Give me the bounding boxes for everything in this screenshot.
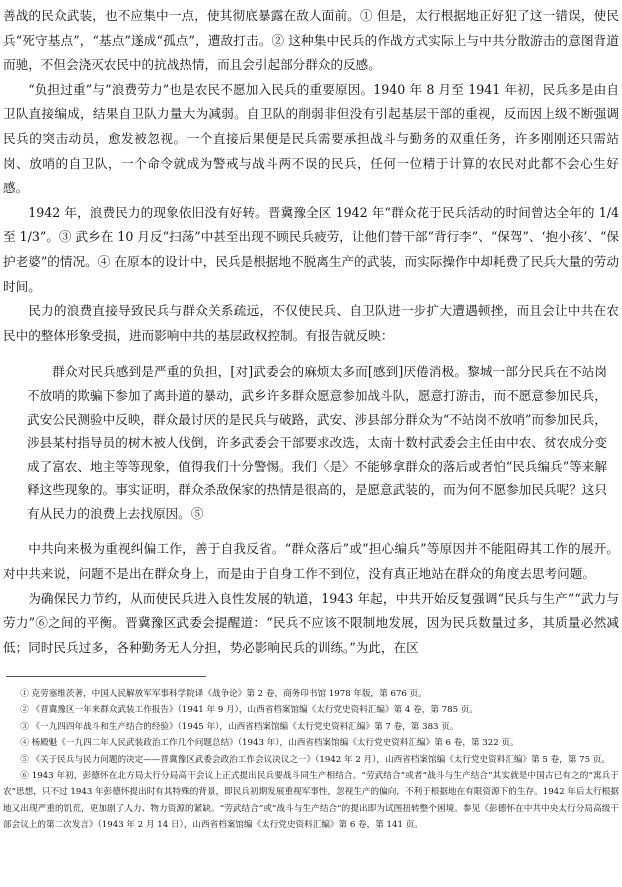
footnote-3: ③ 《一九四四年战斗和生产结合的经验》（1945 年），山西省档案馆编《太行党史资料汇编》第 7 卷，第 383 页。 — [20, 721, 459, 732]
paragraph-2: “负担过重”与“浪费劳力”也是农民不愿加入民兵的重要原因。1940 年 8 月至 1941 年初，民兵多是由自卫队直接编成，结果自卫队力量大为减弱。自卫队的削弱非但没有引起基层干部的重视，反而因上级不断强调民兵的突击动员，愈发被忽视。一个直接后果便是民兵需要承担战斗与勤务的双重任务，许多刚刚还只需站岗、放哨的自卫队，一个命令就成为警戒与战斗两不误的民兵，任何一位精于计算的农民对此都不会心生好感。 — [3, 81, 619, 196]
block-quote: 群众对民兵感到是严重的负担，[对]武委会的麻烦太多而[感到]厌倦消极。黎城一部分民兵在不站岗不放哨的欺骗下参加了离卦道的暴动，武乡许多群众愿意参加战斗队，愿意打游击，而不愿意参加民兵，武安公民测验中反映，群众最讨厌的是民兵与破路，武安、涉县部分群众为“不站岗不放哨”而参加民兵，涉县某村指导员的树木被人伐倒，许多武委会干部要求改选，太南十数村武委会主任由中农、贫农成分变成了富农、地主等等现象，值得我们十分警惕。我们〈是〉不能够拿群众的落后或者怕“民兵编兵”等来解释这些现象的。事实证明，群众杀敌保家的热情是很高的，是愿意武装的，而为何不愿参加民兵呢？这只有从民力的浪费上去找原因。⑤ — [27, 364, 607, 521]
footnote-6: ⑥ 1943 年初，彭德怀在北方局太行分局高干会议上正式提出民兵要战斗同生产相结合。“劳武结合”或者“战斗与生产结合”其实就是中国古已有之的“寓兵于农”思想，只不过 1943 年彭德怀提出时有其特殊的背景，即民兵初期发展重视军事性，忽视生产的偏向，不利于根据地在有限资源下的生存。1942 年后太行根据地又出现严重的饥荒，更加剧了人力、物力资源的紧缺。“劳武结合”或“战斗与生产结合”的提出即为试图扭转整个困境。参见《彭德怀在中共中央太行分局高级干部会议上的第二次发言》（1943 年 2 月 14 日），山西省档案馆编《太行党史资料汇编》第 6 卷，第 141 页。 — [3, 771, 619, 831]
footnote-2: ② 《晋冀豫区一年来群众武装工作报告》（1941 年 9 月），山西省档案馆编《太行党史资料汇编》第 4 卷，第 785 页。 — [20, 705, 478, 716]
footnotes — [3, 686, 619, 834]
paragraph-1: 善战的民众武装，也不应集中一点，使其彻底暴露在敌人面前。① 但是，太行根据地正好犯了这一错误，使民兵“死守基点”，“基点”遂成“孤点”，遭敌打击。② 这种集中民兵的作战方式实际上与中共分散游击的意图背道而驰，不但会浇灭农民中的抗战热情，而且会引起部分群众的反感。 — [3, 8, 619, 73]
footnote-5: ⑤ 《关于民兵与民力问题的决定——晋冀豫区武委会政治工作会议决议之一》（1942 年 2 月），山西省档案馆编《太行党史资料汇编》第 5 卷，第 75 页。 — [20, 754, 610, 765]
footnote-4: ④ 杨殿魁《一九四二年人民武装政治工作几个问题总结》（1943 年），山西省档案馆编《太行党史资料汇编》第 6 卷，第 322 页。 — [20, 738, 519, 749]
footnote-1: ① 克劳塞维茨著，中国人民解放军军事科学院译《战争论》第 2 卷，商务印书馆 1978 年版，第 676 页。 — [20, 689, 427, 699]
paragraph-6: 为确保民力节约，从而使民兵进入良性发展的轨道，1943 年起，中共开始反复强调“民兵与生产”“武力与劳力”⑥之间的平衡。晋冀豫区武委会提醒道：“民兵不应该不限制地发展，因为民兵数量过多，其质量必然减低；同时民兵过多，各种勤务无人分担，势必影响民兵的训练。”为此，在区 — [3, 590, 619, 655]
paragraph-3: 1942 年，浪费民力的现象依旧没有好转。晋冀豫全区 1942 年“群众花于民兵活动的时间曾达全年的 1/4 至 1/3”。③ 武乡在 10 月反“扫荡”中甚至出现不顾民兵疲劳，让他们替干部“背行李”、“保驾”、‘抱小孩’、“保护老婆”的情况。④ 在原本的设计中，民兵是根据地不脱离生产的武装，而实际操作中却耗费了民兵大量的劳动时间。 — [3, 204, 619, 294]
main-text — [3, 4, 619, 660]
paragraph-5: 中共向来极为重视纠偏工作，善于自我反省。“群众落后”或“担心编兵”等原因并不能阻碍其工作的展开。对中共来说，问题不是出在群众身上，而是由于自身工作不到位，没有真正地站在群众的角度去思考问题。 — [3, 541, 619, 582]
paragraph-4: 民力的浪费直接导致民兵与群众关系疏远，不仅使民兵、自卫队进一步扩大遭遇顿挫，而且会让中共在农民中的整体形象受损，进而影响中共的基层政权控制。有报告就反映： — [3, 303, 619, 343]
footnote-divider — [6, 676, 206, 677]
